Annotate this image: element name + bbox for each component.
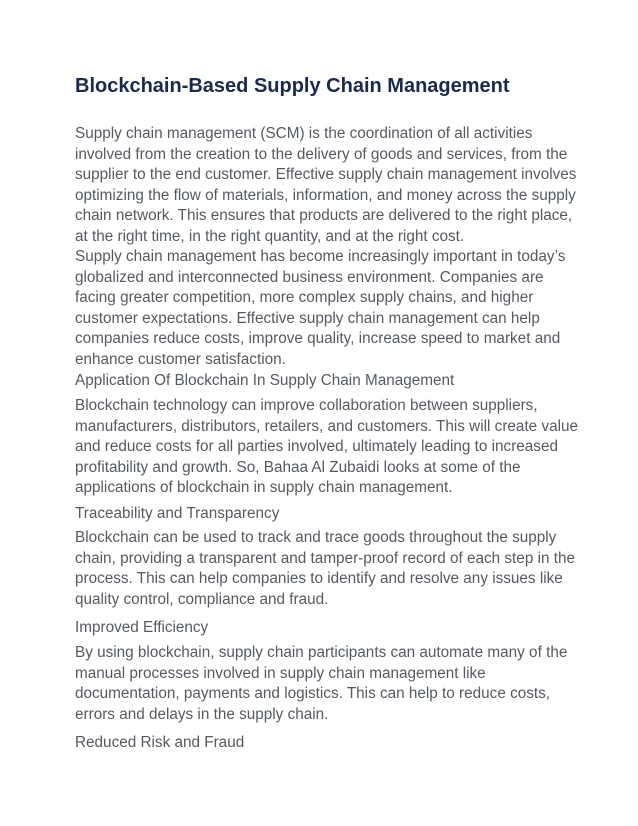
text-line: applications of blockchain in supply chain management.	[75, 479, 453, 497]
section-paragraph	[75, 396, 579, 499]
document-title: Blockchain-Based Supply Chain Management	[75, 75, 510, 97]
efficiency-paragraph	[75, 643, 568, 725]
section-heading: Application Of Blockchain In Supply Chain Management	[75, 372, 455, 389]
subheading-risk-fraud: Reduced Risk and Fraud	[75, 734, 245, 751]
text-line: Blockchain technology can improve collaboration between suppliers,	[75, 397, 538, 414]
intro-paragraph-2	[75, 247, 565, 371]
text-line: manual processes involved in supply chain management like	[75, 664, 486, 682]
text-line: globalized and interconnected business environment. Companies are	[75, 268, 544, 286]
text-line: chain network. This ensures that products are delivered to the right place,	[75, 207, 573, 225]
text-line: involved from the creation to the delivery of goods and services, from the	[75, 145, 568, 163]
text-line: facing greater competition, more complex supply chains, and higher	[75, 289, 534, 307]
intro-paragraph-1	[75, 124, 577, 248]
subheading-efficiency: Improved Efficiency	[75, 619, 209, 636]
text-line: By using blockchain, supply chain participants can automate many of the	[75, 644, 568, 661]
text-line: chain, providing a transparent and tamper-proof record of each step in the	[75, 549, 575, 567]
traceability-paragraph	[75, 528, 575, 610]
text-line: errors and delays in the supply chain.	[75, 705, 329, 723]
text-line: quality control, compliance and fraud.	[75, 590, 329, 608]
text-line: companies reduce costs, improve quality, increase speed to market and	[75, 330, 561, 348]
subheading-traceability: Traceability and Transparency	[75, 505, 280, 522]
text-line: manufacturers, distributors, retailers, and customers. This will create value	[75, 417, 579, 435]
text-line: documentation, payments and logistics. This can help to reduce costs,	[75, 685, 551, 703]
text-line: and reduce costs for all parties involved, ultimately leading to increased	[75, 438, 558, 456]
text-line: Blockchain can be used to track and trace goods throughout the supply	[75, 529, 557, 546]
text-line: optimizing the flow of materials, information, and money across the supply	[75, 186, 576, 204]
text-line: customer expectations. Effective supply chain management can help	[75, 309, 540, 327]
text-line: at the right time, in the right quantity, and at the right cost.	[75, 227, 465, 245]
text-line: supplier to the end customer. Effective supply chain management involves	[75, 166, 577, 184]
text-line: enhance customer satisfaction.	[75, 350, 286, 368]
text-line: profitability and growth. So, Bahaa Al Zubaidi looks at some of the	[75, 458, 521, 476]
text-line: Supply chain management (SCM) is the coordination of all activities	[75, 125, 533, 142]
text-line: Supply chain management has become increasingly important in today’s	[75, 248, 566, 265]
text-line: process. This can help companies to identify and resolve any issues like	[75, 570, 563, 588]
